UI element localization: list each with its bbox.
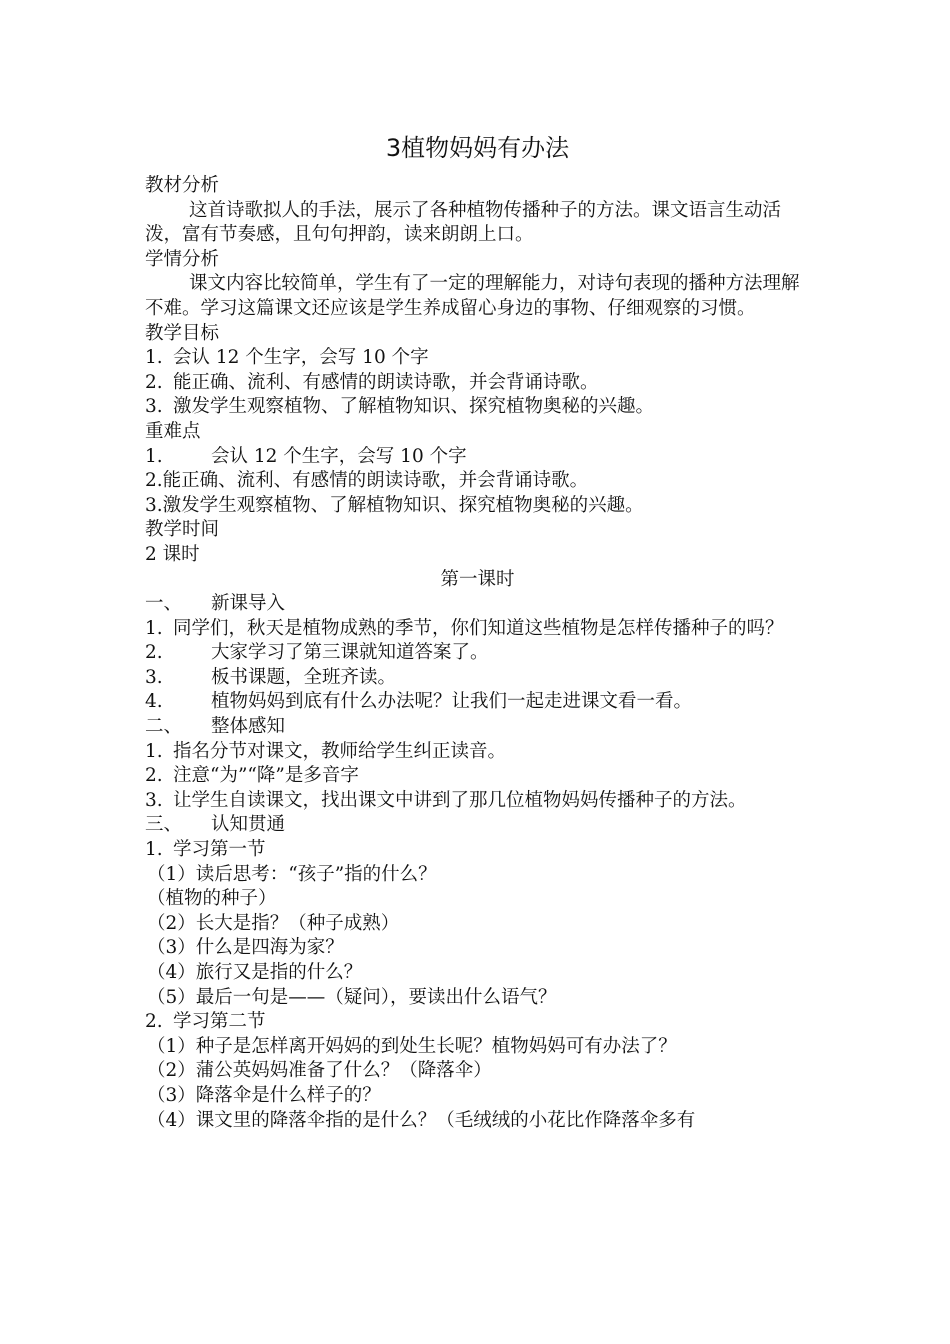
item-number: 1. bbox=[145, 740, 163, 762]
section-title: 认知贯通 bbox=[211, 814, 286, 836]
document-page bbox=[145, 128, 810, 1133]
heading-material-analysis: 教材分析 bbox=[145, 175, 220, 196]
question-item: （1）读后思考：“孩子”指的什么？ bbox=[147, 863, 437, 885]
item-number: 2. bbox=[145, 642, 163, 664]
question-item: （4）课文里的降落伞指的是什么？（毛绒绒的小花比作降落伞多有 bbox=[147, 1109, 696, 1131]
question-item: （4）旅行又是指的什么？ bbox=[147, 962, 363, 983]
item-text: 植物妈妈到底有什么办法呢？让我们一起走进课文看一看。 bbox=[211, 691, 693, 713]
item-text: 指名分节对课文，教师给学生纠正读音。 bbox=[173, 740, 507, 762]
question-item: （3）降落伞是什么样子的？ bbox=[147, 1084, 381, 1106]
keypoint-item bbox=[145, 494, 810, 519]
heading-teaching-time: 教学时间 bbox=[145, 519, 220, 541]
list-item bbox=[145, 740, 810, 765]
item-text: 注意“为”“降”是多音字 bbox=[173, 765, 359, 787]
item-text: 板书课题，全班齐读。 bbox=[211, 666, 397, 688]
list-item bbox=[145, 617, 810, 642]
list-item bbox=[145, 789, 810, 814]
list-item bbox=[145, 641, 810, 666]
section-heading bbox=[145, 592, 810, 617]
goal-text: 会认 12 个生字，会写 10 个字 bbox=[173, 347, 429, 369]
item-text: 大家学习了第三课就知道答案了。 bbox=[211, 642, 489, 664]
keypoint-item bbox=[145, 469, 810, 494]
teaching-time-text: 2 课时 bbox=[145, 543, 200, 565]
goal-number: 1. bbox=[145, 347, 163, 369]
item-number: 1. bbox=[145, 617, 163, 639]
item-text: 同学们，秋天是植物成熟的季节，你们知道这些植物是怎样传播种子的吗？ bbox=[173, 617, 784, 639]
goal-number: 2. bbox=[145, 371, 163, 393]
question-item: （1）种子是怎样离开妈妈的到处生长呢？植物妈妈可有办法了？ bbox=[147, 1035, 677, 1057]
section-number: 二、 bbox=[145, 716, 183, 738]
item-number: 2. bbox=[145, 765, 163, 787]
list-item bbox=[145, 690, 810, 715]
subsection-title: 学习第二节 bbox=[173, 1011, 266, 1033]
list-item bbox=[145, 764, 810, 789]
subsection-number: 2. bbox=[145, 1011, 163, 1033]
question-item: （3）什么是四海为家？ bbox=[147, 937, 344, 959]
learner-analysis-text: 课文内容比较简单，学生有了一定的理解能力，对诗句表现的播种方法理解不难。学习这篇课文还应该是学生养成留心身边的事物、仔细观察的习惯。 bbox=[145, 273, 800, 319]
question-item: （5）最后一句是——（疑问），要读出什么语气？ bbox=[147, 986, 557, 1008]
subsection-heading bbox=[145, 838, 810, 863]
question-item: （2）长大是指？（种子成熟） bbox=[147, 912, 400, 934]
keypoint-text: 能正确、流利、有感情的朗读诗歌，并会背诵诗歌。 bbox=[162, 470, 589, 492]
item-text: 让学生自读课文，找出课文中讲到了那几位植物妈妈传播种子的方法。 bbox=[173, 789, 747, 811]
section-heading bbox=[145, 813, 810, 838]
goal-item bbox=[145, 371, 810, 396]
heading-key-points: 重难点 bbox=[145, 420, 201, 442]
subsection-heading bbox=[145, 1010, 810, 1035]
goal-item bbox=[145, 346, 810, 371]
goal-item bbox=[145, 395, 810, 420]
goal-number: 3. bbox=[145, 396, 163, 418]
document-title: 3植物妈妈有办法 bbox=[385, 134, 570, 162]
heading-teaching-goals: 教学目标 bbox=[145, 322, 220, 344]
question-item: （2）蒲公英妈妈准备了什么？（降落伞） bbox=[147, 1060, 492, 1082]
heading-learner-analysis: 学情分析 bbox=[145, 248, 220, 270]
item-number: 3. bbox=[145, 789, 163, 811]
keypoint-number: 2. bbox=[145, 470, 163, 492]
lesson-title: 第一课时 bbox=[440, 568, 515, 590]
section-number: 三、 bbox=[145, 814, 183, 836]
section-number: 一、 bbox=[145, 593, 183, 615]
section-title: 新课导入 bbox=[211, 593, 286, 615]
keypoint-number: 3. bbox=[145, 494, 163, 516]
subsection-number: 1. bbox=[145, 839, 163, 861]
keypoint-text: 激发学生观察植物、了解植物知识、探究植物奥秘的兴趣。 bbox=[162, 494, 644, 516]
keypoint-text: 会认 12 个生字，会写 10 个字 bbox=[211, 445, 467, 467]
section-heading bbox=[145, 715, 810, 740]
section-title: 整体感知 bbox=[211, 716, 286, 738]
item-number: 3. bbox=[145, 666, 163, 688]
material-analysis-text: 这首诗歌拟人的手法，展示了各种植物传播种子的方法。课文语言生动活泼，富有节奏感，且句句押韵，读来朗朗上口。 bbox=[145, 199, 782, 246]
keypoint-number: 1. bbox=[145, 445, 163, 467]
subsection-title: 学习第一节 bbox=[173, 839, 266, 861]
goal-text: 能正确、流利、有感情的朗读诗歌，并会背诵诗歌。 bbox=[173, 371, 599, 393]
answer-item: （植物的种子） bbox=[147, 888, 277, 910]
goal-text: 激发学生观察植物、了解植物知识、探究植物奥秘的兴趣。 bbox=[173, 396, 655, 418]
item-number: 4. bbox=[145, 691, 163, 713]
list-item bbox=[145, 666, 810, 691]
keypoint-item bbox=[145, 445, 810, 470]
